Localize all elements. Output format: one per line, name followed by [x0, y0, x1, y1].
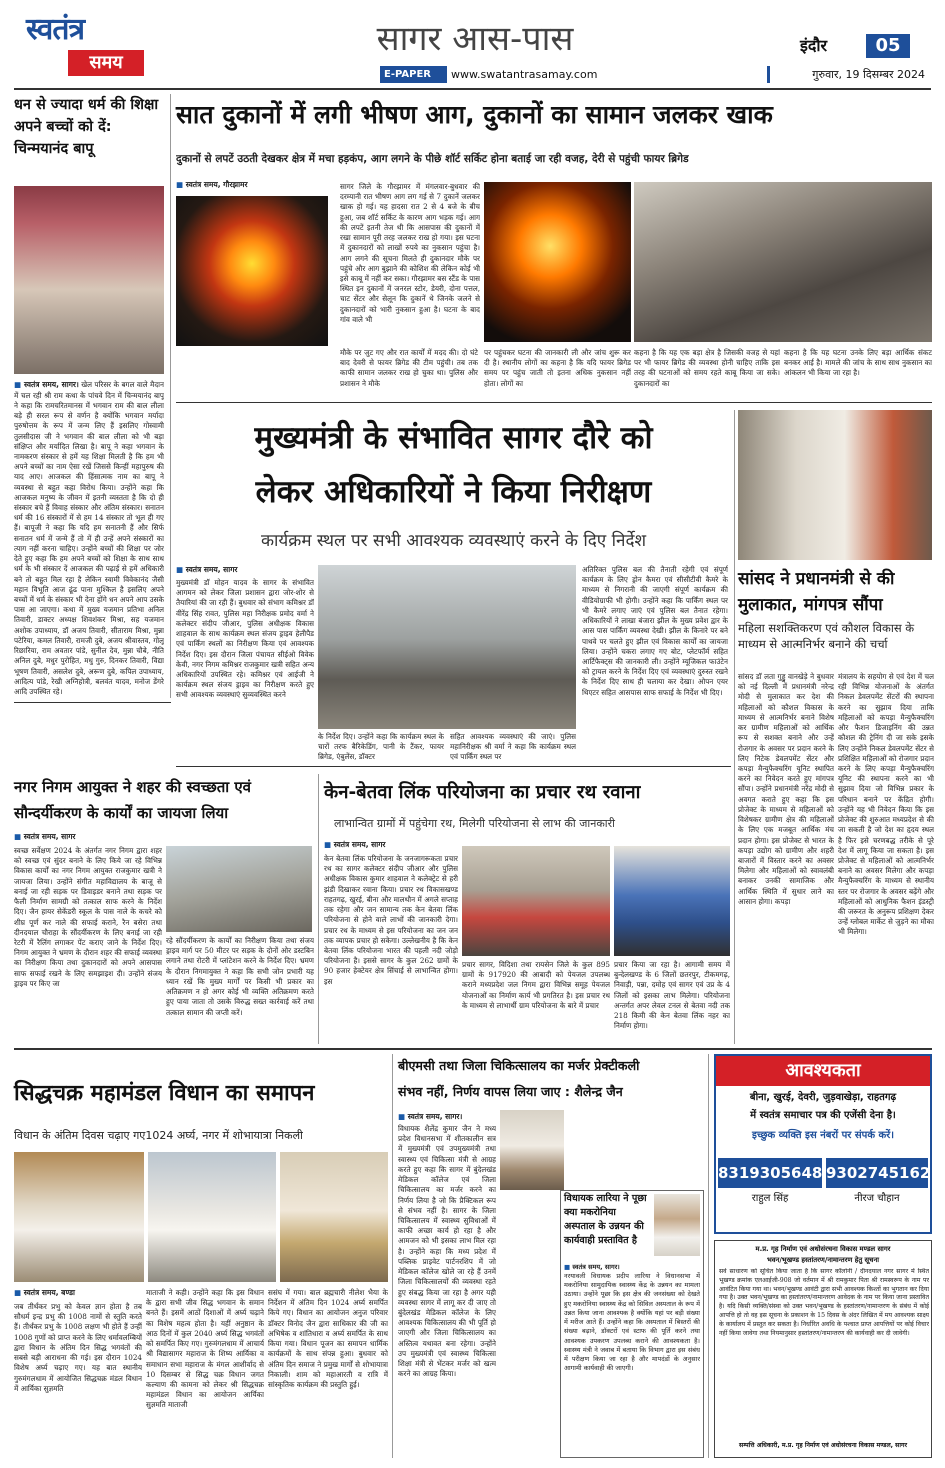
left-story-body [14, 380, 164, 698]
ken-body-2: प्रचार सागर, विदिशा तथा रायसेन जिले के कुल 895 ग्रामों के 917920 की आबादी को पेयजल उपलब्ध कराने मध्यप्रदेश जल निगम द्वारा विभिन्न समूह पेयजल योजनाओं का निर्माण कार्य भी प्रगतिरत है। इस प्रचार रथ के माध्यम से लाभार्थी ग्राम परियोजना के बारे में प्रचार [462, 960, 610, 1010]
ad-title: आवश्यकता [716, 1056, 930, 1086]
bmc-box-headline: विधायक लारिया ने पूछा क्या मकरोनिया अस्पताल के उन्नयन की कार्यवाही प्रस्तावित है [564, 1193, 647, 1246]
notice-body: सर्व साधारण को सूचित किया जाता है कि सागर कॉलोनी / दीनदयाल नगर सागर में स्थित भूखण्ड क्रमांक एलआईजी-908 जो वर्तमान में श्री रामकुमार पिता श्री रामस्वरूप के नाम पर आवंटित किया गया था। भवन/भूखण्ड आवंटी द्वारा सभी आवश्यक किश्तों का भुगतान कर दिया गया है। उक्त भवन/भूखण्ड का हस्तांतरण/नामान्तरण आवेदक के नाम पर किया जाना प्रस्तावित है। यदि किसी व्यक्ति/संस्था को उक्त भवन/भूखण्ड के हस्तांतरण/नामान्तरण के संबंध में कोई आपत्ति हो तो वह इस सूचना के प्रकाशन के 15 दिवस के अंदर लिखित में मय आवश्यक साक्ष्य के कार्यालय में प्रस्तुत कर सकता है। निर्धारित अवधि के पश्चात प्राप्त आपत्तियों पर कोई विचार नहीं किया जावेगा तथा नियमानुसार हस्तांतरण/नामान्तरण की कार्यवाही कर दी जावेगी। [719, 1268, 929, 1337]
siddh-divider [392, 1054, 393, 1458]
cm-photo [318, 565, 576, 729]
cm-body-4: अतिरिक्त पुलिस बल की तैनाती रहेगी एवं संपूर्ण कार्यक्रम के लिए ड्रोन कैमरा एवं सीसीटीवी कैमरे के माध्यम से निगरानी की जाएगी संपूर्ण कार्यक्रम की वीडियोग्राफी भी होगी। उन्होंने कहा कि पार्किंग स्थल पर भी कैमरे लगाए जाएं एवं पुलिस बल तैनात रहेगा। अधिकारियों ने लाखा बंजारा झील के मुख्य प्रवेश द्वार के आस पास पार्किंग व्यवस्था देखी। झील के किनारे पर बने पाथवे पर चलते हुए झील एवं विकास कार्यों का जायजा लिया। उन्होंने चकरा लगाए गए बोट, प्लेटफॉर्म सहित आर्टिफैक्ट्स की जानकारी ली। उन्होंने म्यूजिकल फाउंटेन को ट्रायल करने के निर्देश दिए एवं व्यवस्थाएं दुरुस्त रखने के निर्देश दिए साथ ही चलाया कर देखा। ओपन एयर थिएटर सहित आसपास साफ सफाई के निर्देश भी दिए। [582, 565, 728, 697]
ken-subhead: लाभान्वित ग्रामों में पहुंचेगा रथ, मिलेगी परियोजना से लाभ की जानकारी [334, 817, 615, 830]
siddh-photo-1 [14, 1152, 144, 1282]
cm-body-2: के निर्देश दिए। उन्होंने कहा कि कार्यक्रम स्थल के चारों तरफ बैरिकेडिंग, पानी के टैंकर, फायर ब्रिगेड, एंबुलेंस, डॉक्टर [318, 732, 444, 762]
bmc-body: विधायक शैलेंद्र कुमार जैन ने मध्य प्रदेश विधानसभा में शीतकालीन सत्र में मुख्यमंत्री एवं उपमुख्यमंत्री तथा स्वास्थ्य एवं चिकित्सा मंत्री से आग्रह करते हुए कहा कि सागर में बुंदेलखंड मेडिकल कॉलेज एवं जिला चिकित्सालय का मर्जर करने का निर्णय लिया है जो कि प्रैक्टिकल रूप से संभव नहीं है। सागर के जिला चिकित्सालय में स्वास्थ्य सुविधाओं में काफी अच्छा कार्य हो रहा है और आमजन को भी इसका लाभ मिल रहा है। उन्होंने कहा कि मध्य प्रदेश में पब्लिक प्राइवेट पार्टनरशिप में जो मेडिकल कॉलेज खोले जा रहे हैं उनमें जिला चिकित्सालयों की व्यवस्था रहते हुए संबद्ध किया जा रहा है अगर यही व्यवस्था सागर में लागू कर दी जाए तो बुंदेलखंड मेडिकल कॉलेज के लिए आवश्यक चिकित्सालय की भी पूर्ति हो जाएगी और जिला चिकित्सालय का अस्तित्व यथावत बना रहेगा। उन्होंने उप मुख्यमंत्री एवं स्वास्थ्य चिकित्सा शिक्षा मंत्री से भेंटकर मर्जर को खत्म करने का आग्रह किया। [398, 1124, 496, 1379]
notice-title-1: म.प्र. गृह निर्माण एवं अधोसंरचना विकास मण्डल सागर [755, 1245, 891, 1253]
ad-phone-1[interactable]: 8319305648 [718, 1158, 822, 1188]
mp-body-1: सांसद डॉ लता गुड्डु वानखेड़े ने बुधवार को नई दिल्ली में प्रधानमंत्री नरेन्द्र मोदी से मुलाकात कर देश की महिलाओं को कौशल विकास के माध्यम से आत्मनिर्भर बनाने विशेष कर ग्रामीण महिलाओं को आर्थिक रूप से सशक्त बनाने और उन्हें रोजगार के अवसर पर प्रदान करने के लिए निटेक डेवलपमेंट सेंटर और कपड़ा मैन्युफैक्चरिंग यूनिट स्थापित करने का निवेदन करते हुए मांगपत्र सौंपा। उन्होंने प्रधानमंत्री नरेंद्र मोदी से अवगत कराते हुए कहा कि इस प्रोजेक्ट के माध्यम से महिलाओं को विशेषकर ग्रामीण क्षेत्र की महिलाओं के लिए एक मजबूत आर्थिक मंच प्रदान होगा। इस प्रोजेक्ट से भारत के कपड़ा उद्योग को ग्रामीण और शहरी बाजारों में विस्तार करने का अवसर मिलेगा और महिलाओं को स्वावलंबी बनाकर उनकी सामाजिक और आर्थिक स्थिति में सुधार लाने का आसान होगा। कपड़ा [738, 672, 834, 906]
mid-divider [14, 702, 171, 703]
ad-line2: में स्वतंत्र समाचार पत्र की एजेंसी देना है। [750, 1110, 896, 1121]
siddh-body-2: माताजी ने कही। उन्होंने कहा कि इस विधान के द्वारा सभी जीव सिद्ध भगवान के समान बनते हैं। इसमें आठों दिशाओं में अर्घ्य चढ़ाने का विशेष महत्व होता है। यहीं अनुष्ठान के आठ दिनों में कुल 2040 अर्घ्य सिद्ध भगवंतों को समर्पित किए गए। गुरुमंगलधाम में आचार्य श्री विद्यासागर महाराज के शिष्य आर्यिका व समाधान सभा महाराज के मंगल आशीर्वाद से 10 दिसम्बर से सिद्ध चक्र विधान जगत कल्याण की कामना को लेकर श्री सिद्धचक्र महामंडल विधान का आयोजन आर्यिका सुज्ञमति माताजी [146, 1288, 264, 1410]
ad-name-2: नीरज चौहान [854, 1193, 900, 1204]
cm-body-3: सहित आवश्यक व्यवस्थाएं की जाएं। पुलिस महानिरीक्षक श्री वर्मा ने कहा कि कार्यक्रम स्थल एवं पार्किंग स्थल पर [450, 732, 576, 762]
ken-photo-2 [614, 846, 730, 956]
nn-byline: ■ स्वतंत्र समय, सागर [14, 832, 164, 842]
notice-footer: सम्पत्ति अधिकारी, म.प्र. गृह निर्माण एवं अधोसंरचना विकास मण्डल, सागर [739, 1442, 907, 1449]
edition-city: इंदौर [800, 36, 828, 55]
fire-byline: ■ स्वतंत्र समय, गौरझामर [176, 180, 326, 190]
ad-name-1: राहुल सिंह [751, 1193, 789, 1204]
left-story-headline: धन से ज्यादा धर्म की शिक्षा अपने बच्चों को दें: चिन्मयानंद बापू [14, 97, 159, 157]
fire-photo-1 [176, 196, 328, 346]
left-column-divider [170, 94, 171, 698]
siddh-photo-2 [148, 1152, 276, 1282]
left-story-text: खेल परिसर के बगल वाले मैदान में चल रही श्री राम कथा के पांचवे दिन में चिन्मयानंद बापू ने कहा कि रामचरितमानस में भगवान राम की बाल लीला बड़े ही सरल रूप से वर्णन है क्योंकि भगवान मर्यादा पुरुषोत्तम के रूप में जन्म लिए हैं इसलिए गोस्वामी तुलसीदास जी ने भगवान की बाल लीला को भी बड़ा संक्षिप्त और मर्यादित लिखा है। बापू ने कहा भगवान के नामकरण संस्कार से हमें यह शिक्षा मिलती है कि हम भी अपने बच्चों का नाम ऐसा रखें जिससे किन्हीं महापुरुष की याद आए। आजकल की हिंसात्मक नाम का बापू ने व्यवस्था से बहुत कहा विरोध किया। उन्होंने कहा कि आजकल मनुष्य के जीवन में इतनी व्यस्तता है कि दो ही संस्कार बचे हैं विवाह संस्कार और अंतिम संस्कार। सनातन धर्म की 16 संस्कारों में से हम 14 संस्कार तो भूल ही गए हैं। बापूजी ने कहा कि यदि हम सनातनी हैं और सिर्फ सनातन धर्म में जन्मे हैं तो में ही उन्हें अपने संस्कारों का त्याग नहीं करना चाहिए। उन्होंने बच्चों की शिक्षा पर जोर देते हुए कहा कि हम अपने बच्चों को शिक्षा के साथ साथ धर्म के भी संस्कार दें आजकल की पढ़ाई से हमें अधिकारी बने तो बहुत मिल रहा है लेकिन स्वामी विवेकानंद जैसी महान विभूति आज ढूंढ पाना मुश्किल है इसलिए अपने बच्चों में धर्म के संस्कार भी देना होंगे धन अपने आप उसके पास आ जाएगा। कथा में मुख्य यजमान प्रतिभा अनिल तिवारी, डाक्टर अध्यक्ष शिवशंकर मिश्रा, सह यजमान अशोक उपाध्याय, डॉ अजय तिवारी, सीताराम मिश्रा, मुन्ना पटेरिया, कमल तिवारी, रामजी दुबे, अजय श्रीवास्तव, गोलू रिछारिया, राम अवतार पांडे, सुनील देव, मुन्ना चौबे, नीति अनिल दुबे, मधुर पुरोहित, मधु गुरु, दिनकर तिवारी, विद्या भूषण तिवारी, असलेश दुबे, अरूण दुबे, कपिल उपाध्याय, आदित्य पांडे, रेखी अग्निहोत्री, बलवंत यादव, मनोज डेंगरे आदि उपस्थित रहे। [14, 380, 164, 696]
left-story-photo [14, 186, 164, 374]
left-story-byline: ■ स्वतंत्र समय, सागर। [14, 380, 79, 389]
cm-headline-line2: लेकर अधिकारियों ने किया निरीक्षण [255, 474, 652, 510]
fire-photo-3 [634, 182, 932, 342]
masthead-divider [14, 88, 931, 90]
ad-divider [708, 1054, 709, 1458]
logo-bottom-text: समय [68, 50, 144, 76]
ken-byline: ■ स्वतंत्र समय, सागर [324, 840, 464, 850]
siddh-headline: सिद्धचक्र महामंडल विधान का समापन [14, 1081, 315, 1106]
mp-body-2: मंत्रालय के सहयोग से एवं देश में चल रही विभिन्न योजनाओं के अंतर्गत निकल डेवलपमेंट सेंटरों की स्थापना करने का सुझाव दिया ताकि महिलाओं को कपड़ा मैन्युफैक्चरिंग और फैशन डिजाइनिंग की उन्नत कौशल की ट्रेनिंग दी जा सके इसके लिए उन्होंने निकल डेवलपमेंट सेंटर से प्रशिक्षित महिलाओं को रोजगार प्रदान करने के लिए कपड़ा मैन्युफैक्चरिंग यूनिट की स्थापना करने का भी सुझाव दिया जो विभिन्न प्रकार के परिधान बनाने पर केंद्रित होगी। उन्होंने यह भी निवेदन किया कि इस प्रोजेक्ट की शुरुआत मध्यप्रदेश से की जा सकती है जो देश का हृदय स्थल है फिर इसे चरणबद्ध तरीके से पूरे देश में लागू किया जा सकता है। इस प्रोजेक्ट से महिलाओं को आत्मनिर्भर बनाने का अवसर मिलेगा और कपड़ा मैन्युफैक्चरिंग के माध्यम से स्थानीय स्तर पर रोजगार के अवसर बढ़ेंगे और महिलाओं को आधुनिक फैशन इंडस्ट्री की जरूरत के अनुरूप प्रशिक्षण देकर उन्हें ग्लोबल मार्केट से जुड़ने का मौका भी मिलेगा। [838, 672, 934, 937]
ken-headline: केन-बेतवा लिंक परियोजना का प्रचार रथ रवाना [324, 782, 641, 803]
ad-phone-2[interactable]: 9302745162 [826, 1158, 928, 1188]
website-url[interactable]: www.swatantrasamay.com [447, 66, 767, 83]
left-story [14, 94, 166, 698]
siddh-photo-3 [280, 1152, 388, 1282]
siddh-body-1: जब तीर्थंकर प्रभु को केवल ज्ञान होता है तब सौधर्म इन्द्र प्रभु की 1008 नामों से स्तुति करते हैं। तीर्थंकर प्रभु के 1008 लक्षण भी होते हैं उन्हीं 1008 गुणों को प्राप्त करने के लिए धर्मावलम्बियों द्वारा विधान के अंतिम दिन सिद्ध भगवंतों की सबसे बड़ी आराधना की गई। इस दौरान 1024 विशेष अर्घ्य चढ़ाए गए। यह बात स्थानीय गुरुमंगलधाम में आयोजित सिद्धचक्र मंडल विधान में आर्यिका सुज्ञमति [14, 1302, 142, 1393]
ken-body-3: प्रचार किया जा रहा है। आगामी समय में बुन्देलखण्ड के 6 जिलों छतरपुर, टीकमगढ़, निवाड़ी, पन्ना, दमोह एवं सागर एवं उप्र के 4 जिलों को इसका लाभ मिलेगा। परियोजना अन्तर्गत अपर लेवल टनल से बेतवा नदी तक 218 किमी की केन बेतवा लिंक नहर का निर्माण होगा। [614, 960, 730, 1031]
mid-divider-2 [176, 766, 731, 767]
fire-body-5: कहना है कि यह घटना उनके लिए बड़ा आर्थिक संकट बनकर आई है। मामले की जांच के साथ साथ नुकसान का आंकलन भी किया जा रहा है। [784, 348, 932, 378]
siddh-body-3: ससंघ में गया। बाल ब्रह्मचारी नीलेश भैया के निर्देशन में अंतिम दिन 1024 अर्घ्य समर्पित किये गए। विधान का आयोजन अनुज परिवार डॉक्टर विनोद जैन द्वारा साधिकार की जी का अभिषेक व शांतिधारा व अर्घ्य समर्पित के साथ किया गया। विधान पूजन का समापन धार्मिक कार्यक्रमों के साथ संपन्न हुआ। बुधवार को अंतिम दिन समाज ने प्रमुख मार्गों से शोभायात्रा निकाली। शाम को महाआरती व रात्रि में सांस्कृतिक कार्यक्रम की प्रस्तुति हुई। [268, 1288, 388, 1389]
fire-headline: सात दुकानों में लगी भीषण आग, दुकानों का सामान जलकर खाक [176, 100, 773, 129]
fire-body-1: सागर जिले के गौरझामर में मंगलवार-बुधवार की दरम्यानी रात भीषण आग लग गई से 7 दुकानें जलकर खाक हो गई। यह हादसा रात 2 से 4 बजे के बीच हुआ, जब शॉर्ट सर्किट के कारण आग भड़क गई। आग की लपटें इतनी तेज थी कि आसपास की दुकानों में रखा सामान पूरी तरह जलकर राख हो गया। इस घटना में दुकानदारों को लाखों रुपये का नुकसान पहुंचा है। आग लगने की सूचना मिलते ही दुकानदार मौके पर पहुंचे और आग बुझाने की कोशिश की लेकिन कोई भी इसे काबू में नहीं कर सका। गौरझामर बस स्टैंड के पास स्थित इन दुकानों में जनरल स्टोर, डेयरी, दोना पत्तल, चाट सेंटर और सेलून कि दुकानें थे जिनके जलने से दुकानदारों को भारी नुकसान हुआ है। घटना के बाद गांव वाले भी [340, 182, 480, 324]
bmc-headline-line1: बीएमसी तथा जिला चिकित्सालय का मर्जर प्रेक्टीकली [398, 1058, 640, 1073]
mp-headline: सांसद ने प्रधानमंत्री से की मुलाकात, मांगपत्र सौंपा [738, 569, 895, 615]
bmc-box-byline: ■ स्वतंत्र समय, सागर। [564, 1262, 654, 1271]
agency-ad [714, 1054, 932, 1234]
siddh-subhead: विधान के अंतिम दिवस चढ़ाए गए1024 अर्घ्य, नगर में शोभायात्रा निकली [14, 1129, 303, 1142]
nn-body-2: रहे सौंदर्यीकरण के कार्यों का निरीक्षण किया तथा संजय ड्राइव मार्ग पर 50 मीटर पर सड़क के दोनों ओर डस्टबिन लगाने तथा रोटरी में प्लांटेशन करने के निर्देश दिए। भ्रमण के दौरान निगमायुक्त ने कहा कि सभी जोन प्रभारी यह ध्यान रखें कि मुख्य मार्गों पर किसी भी प्रकार का अतिक्रमण न हो अगर कोई भी व्यक्ति अतिक्रमण करते हुए पाया जाता तो उसके विरुद्ध सख्त कार्रवाई करें तथा तत्काल सामान की जप्ती करें। [166, 936, 314, 1017]
lower-divider [14, 1048, 932, 1050]
bmc-box-body: नरयावली विधायक प्रदीप लारिया ने विधानसभा में मकरोनिया सामुदायिक स्वास्थ्य केंद्र के उन्नयन का मामला उठाया। उन्होंने पूछा कि इस क्षेत्र की जनसंख्या को देखते हुए मकरोनिया स्वास्थ्य केंद्र को सिविल अस्पताल के रूप में उन्नत किया जाना आवश्यक है क्योंकि यहां पर बड़ी संख्या में मरीज आते हैं। उन्होंने कहा कि अस्पताल में बिस्तरों की संख्या बढ़ाने, डॉक्टरों एवं स्टाफ की पूर्ति करने तथा आवश्यक उपकरण उपलब्ध कराने की आवश्यकता है। स्वास्थ्य मंत्री ने जवाब में बताया कि विभाग द्वारा इस संबंध में परीक्षण किया जा रहा है और मापदंडों के अनुसार आगामी कार्यवाही की जाएगी। [564, 1272, 700, 1373]
ken-photo-1 [462, 846, 610, 956]
fire-body-3: पर पहुंचकर घटना की जानकारी ली और जांच शुरू कर दी है। स्थानीय लोगों का कहना है कि यदि फायर ब्रिगेड समय पर पहुंच जाती तो इतना अधिक नुकसान नहीं होता। लोगों का [484, 348, 631, 388]
fire-divider [176, 402, 932, 403]
nn-headline: नगर निगम आयुक्त ने शहर की स्वच्छता एवं सौन्दर्यीकरण के कार्यों का जायजा लिया [14, 778, 252, 822]
cm-subhead: कार्यक्रम स्थल पर सभी आवश्यक व्यवस्थाएं करने के दिए निर्देश [260, 531, 647, 551]
fire-subhead: दुकानों से लपटें उठती देखकर क्षेत्र में मचा हड़कंप, आग लगने के पीछे शॉर्ट सर्किट होना बताई जा रही वजह, देरी से पहुंची फायर ब्रिगेड [176, 153, 689, 165]
logo-top-text: स्वतंत्र [26, 12, 85, 47]
nn-photo [166, 846, 312, 932]
notice-title-2: भवन/भूखण्ड हस्तांतरण/नामान्तरण हेतु सूचना [767, 1256, 879, 1264]
bmc-byline: ■ स्वतंत्र समय, सागर। [398, 1112, 498, 1122]
fire-body-2: मौके पर जुट गए और रात कार्यों में मदद की। दो घंटे बाद देवरी से फायर ब्रिगेड की टीम पहुंची। तब तक काफी सामान जलकर राख हो चुका था। पुलिस और प्रशासन ने मौके [340, 348, 478, 388]
ken-body-1: केन बेतवा लिंक परियोजना के जनजागरूकता प्रचार रथ का सागर कलेक्टर संदीप जीआर और पुलिस अधीक्षक विकास कुमार शाहवाल ने कलेक्ट्रेट से हरी झंडी दिखाकर रवाना किया। प्रचार रथ विकासखण्ड राहतगढ़, खुरई, बीना और मालथौन में अगले सप्ताह तक रहेगा और जन सामान्य तक केन बेतवा लिंक परियोजना से होने वाले लाभों की जानकारी देगा। प्रचार रथ के माध्यम से इस परियोजना का जन जन तक व्यापक प्रचार हो सकेगा। उल्लेखनीय है कि केन बेतवा लिंक परियोजना भारत की पहली नदी जोड़ो परियोजना है। इससे सागर के कुल 262 ग्रामों के 90 हजार हेक्टेयर क्षेत्र सिंचाई से लाभान्वित होगा। इस [324, 854, 458, 986]
fire-photo-2 [484, 182, 631, 342]
mp-column-divider [734, 410, 735, 1044]
section-title: सागर आस-पास [376, 19, 574, 59]
mp-photo [738, 410, 932, 560]
nn-body-1: स्वच्छ सर्वेक्षण 2024 के अंतर्गत नगर निगम द्वारा शहर को स्वच्छ एवं सुंदर बनाने के लिए किये जा रहे विभिन्न विकास कार्यों का नगर निगम आयुक्त राजकुमार खत्री ने जायजा लिया। उन्होंने संगीत महाविद्यालय के बाजू से बनाई जा रही सड़क पर डिवाइडर बनाने तथा सड़क पर फैली निर्माण सामग्री को तत्काल साफ करने के निर्देश दिए। जैन हायर सेकेंडरी स्कूल के पास नाले के कचरे को शीघ्र पूर्ण कर नाले की सफाई कराने, रैन बसेरा तथा दीनदयाल चौराहा के सौंदर्यीकरण के लिए बनाई जा रही रेटरी में रैलिंग लगाकर पेंट कराए जाने के निर्देश दिए। निगम आयुक्त ने भ्रमण के दौरान शहर की सफाई व्यवस्था का निरीक्षण किया तथा दुकानदारों को अपने आसपास साफ सफाई रखने के लिए समझाइश दी। उन्होंने संजय ड्राइव पर किए जा [14, 846, 162, 988]
ad-places: बीना, खुरई, देवरी, जुड़वाखेड़ा, राहतगढ़ [749, 1092, 897, 1103]
logo [26, 10, 148, 80]
epaper-label: E-PAPER [384, 69, 431, 80]
edition-date: गुरुवार, 19 दिसम्बर 2024 [812, 68, 925, 81]
bmc-box-photo [654, 1194, 700, 1256]
bmc-headline-line2: संभव नहीं, निर्णय वापस लिया जाए : शैलेन्द्र जैन [398, 1084, 623, 1099]
cm-byline: ■ स्वतंत्र समय, सागर [176, 565, 316, 575]
bmc-photo [500, 1110, 564, 1190]
siddh-byline: ■ स्वतंत्र समय, बण्डा [14, 1288, 144, 1298]
mp-subhead: महिला सशक्तिकरण एवं कौशल विकास के माध्यम से आत्मनिर्भर बनाने की चर्चा [738, 621, 915, 651]
masthead [0, 0, 945, 88]
cm-headline-line1: मुख्यमंत्री के संभावित सागर दौरे को [254, 420, 653, 456]
housing-notice [714, 1240, 932, 1458]
ad-line3: इच्छुक व्यक्ति इस नंबरों पर संपर्क करें। [751, 1130, 895, 1141]
page-number: 05 [866, 34, 910, 58]
nn-divider [318, 774, 319, 1044]
cm-body-1: मुख्यमंत्री डॉ मोहन यादव के सागर के संभावित आगमन को लेकर जिला प्रशासन द्वारा जोर-शोर से तैयारियां की जा रही हैं। बुधवार को संभाग कमिश्नर डॉ वीरेंद्र सिंह रावत, पुलिस महा निरीक्षक प्रमोद वर्मा ने कलेक्टर संदीप जीआर, पुलिस अधीक्षक विकास शाहवाल के साथ कार्यक्रम स्थल संजय ड्राइव हेलीपैड एवं पार्किंग स्थलों का निरीक्षण किया एवं आवश्यक निर्देश दिए। इस दौरान जिला पंचायत सीईओ विवेक केवी, नगर निगम कमिश्नर राजकुमार खत्री सहित अन्य अधिकारियों उपस्थित रहे। कमिश्नर एवं आईजी ने कार्यक्रम स्थल संजय ड्राइव का निरीक्षण करते हुए सभी आवश्यक व्यवस्थाएं सुव्यवस्थित करने [176, 578, 314, 700]
fire-body-4: कहना है कि यह एक बड़ा क्षेत्र है जिसकी वजह से यहां पर भी फायर ब्रिगेड की व्यवस्था होनी चाहिए ताकि इस तरह की घटनाओं को समय रहते काबू किया जा सके। दुकानदारों का [634, 348, 780, 388]
